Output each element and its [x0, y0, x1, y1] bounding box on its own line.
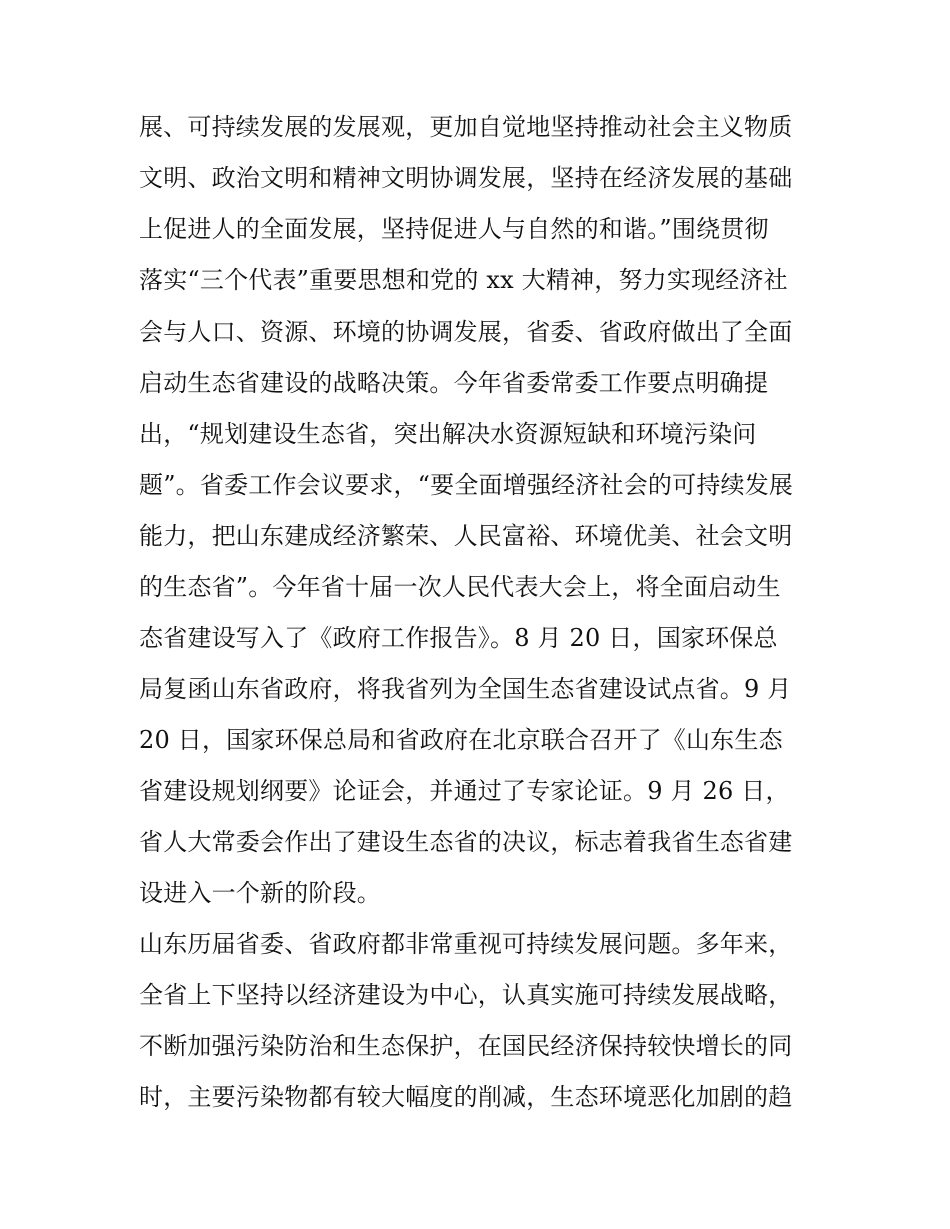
text-line: 省人大常委会作出了建设生态省的决议，标志着我省生态省建	[139, 828, 793, 856]
text-line: 启动生态省建设的战略决策。今年省委常委工作要点明确提	[139, 369, 769, 397]
text-line: 20 日，国家环保总局和省政府在北京联合召开了《山东生态	[139, 726, 783, 754]
text-line: 不断加强污染防治和生态保护，在国民经济保持较快增长的同	[139, 1032, 793, 1060]
text-line: 出，“规划建设生态省，突出解决水资源短缺和环境污染问	[139, 420, 757, 448]
text-line: 文明、政治文明和精神文明协调发展，坚持在经济发展的基础	[139, 164, 793, 192]
text-line: 会与人口、资源、环境的协调发展，省委、省政府做出了全面	[139, 318, 793, 346]
text-line: 能力，把山东建成经济繁荣、人民富裕、环境优美、社会文明	[139, 522, 793, 550]
text-line: 上促进人的全面发展，坚持促进人与自然的和谐。”围绕贯彻	[139, 215, 769, 243]
text-line: 省建设规划纲要》论证会，并通过了专家论证。9 月 26 日，	[139, 777, 790, 805]
text-line: 态省建设写入了《政府工作报告》。8 月 20 日，国家环保总	[139, 624, 778, 652]
text-line: 题”。省委工作会议要求，“要全面增强经济社会的可持续发展	[139, 471, 794, 499]
text-line: 局复函山东省政府，将我省列为全国生态省建设试点省。9 月	[139, 675, 792, 703]
text-line: 全省上下坚持以经济建设为中心，认真实施可持续发展战略，	[139, 981, 793, 1009]
text-line: 设进入一个新的阶段。	[139, 879, 381, 907]
text-line: 展、可持续发展的发展观，更加自觉地坚持推动社会主义物质	[139, 113, 793, 141]
text-line: 落实“三个代表”重要思想和党的 xx 大精神，努力实现经济社	[139, 266, 788, 294]
text-line: 山东历届省委、省政府都非常重视可持续发展问题。多年来，	[139, 930, 793, 958]
text-line: 时，主要污染物都有较大幅度的削减，生态环境恶化加剧的趋	[139, 1083, 793, 1111]
text-line: 的生态省”。今年省十届一次人民代表大会上，将全面启动生	[139, 573, 781, 601]
